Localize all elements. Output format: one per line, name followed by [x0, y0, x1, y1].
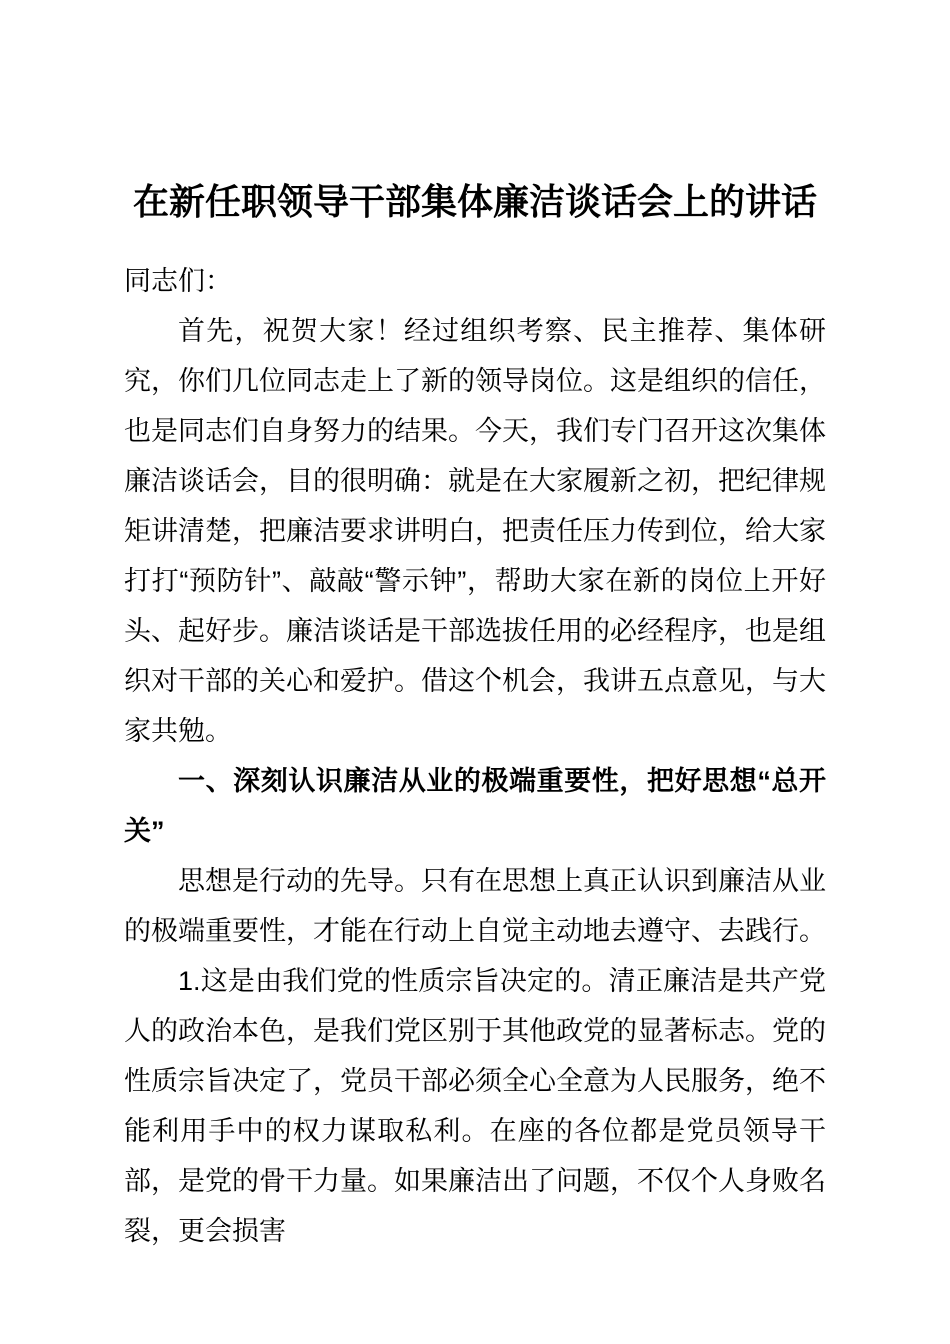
paragraph-intro: 首先，祝贺大家！经过组织考察、民主推荐、集体研究，你们几位同志走上了新的领导岗位。这是组织的信任，也是同志们自身努力的结果。今天，我们专门召开这次集体廉洁谈话会，目的很明确：就是在大家履新之初，把纪律规矩讲清楚，把廉洁要求讲明白，把责任压力传到位，给大家打打“预防针”、敲敲“警示钟”，帮助大家在新的岗位上开好头、起好步。廉洁谈话是干部选拔任用的必经程序，也是组织对干部的关心和爱护。借这个机会，我讲五点意见，与大家共勉。: [124, 316, 826, 746]
document-title: 在新任职领导干部集体廉洁谈话会上的讲话: [132, 181, 817, 222]
salutation-line: 同志们：: [124, 266, 232, 296]
document-body: [124, 256, 826, 1256]
paragraph-thought-leads-action: 思想是行动的先导。只有在思想上真正认识到廉洁从业的极端重要性，才能在行动上自觉主动地去遵守、去践行。: [124, 866, 826, 946]
paragraph-party-nature: 1.这是由我们党的性质宗旨决定的。清正廉洁是共产党人的政治本色，是我们党区别于其他政党的显著标志。党的性质宗旨决定了，党员干部必须全心全意为人民服务，绝不能利用手中的权力谋取私利。在座的各位都是党员领导干部，是党的骨干力量。如果廉洁出了问题，不仅个人身败名裂，更会损害: [124, 966, 826, 1246]
section-heading-1: 一、深刻认识廉洁从业的极端重要性，把好思想“总开关”: [124, 766, 826, 846]
